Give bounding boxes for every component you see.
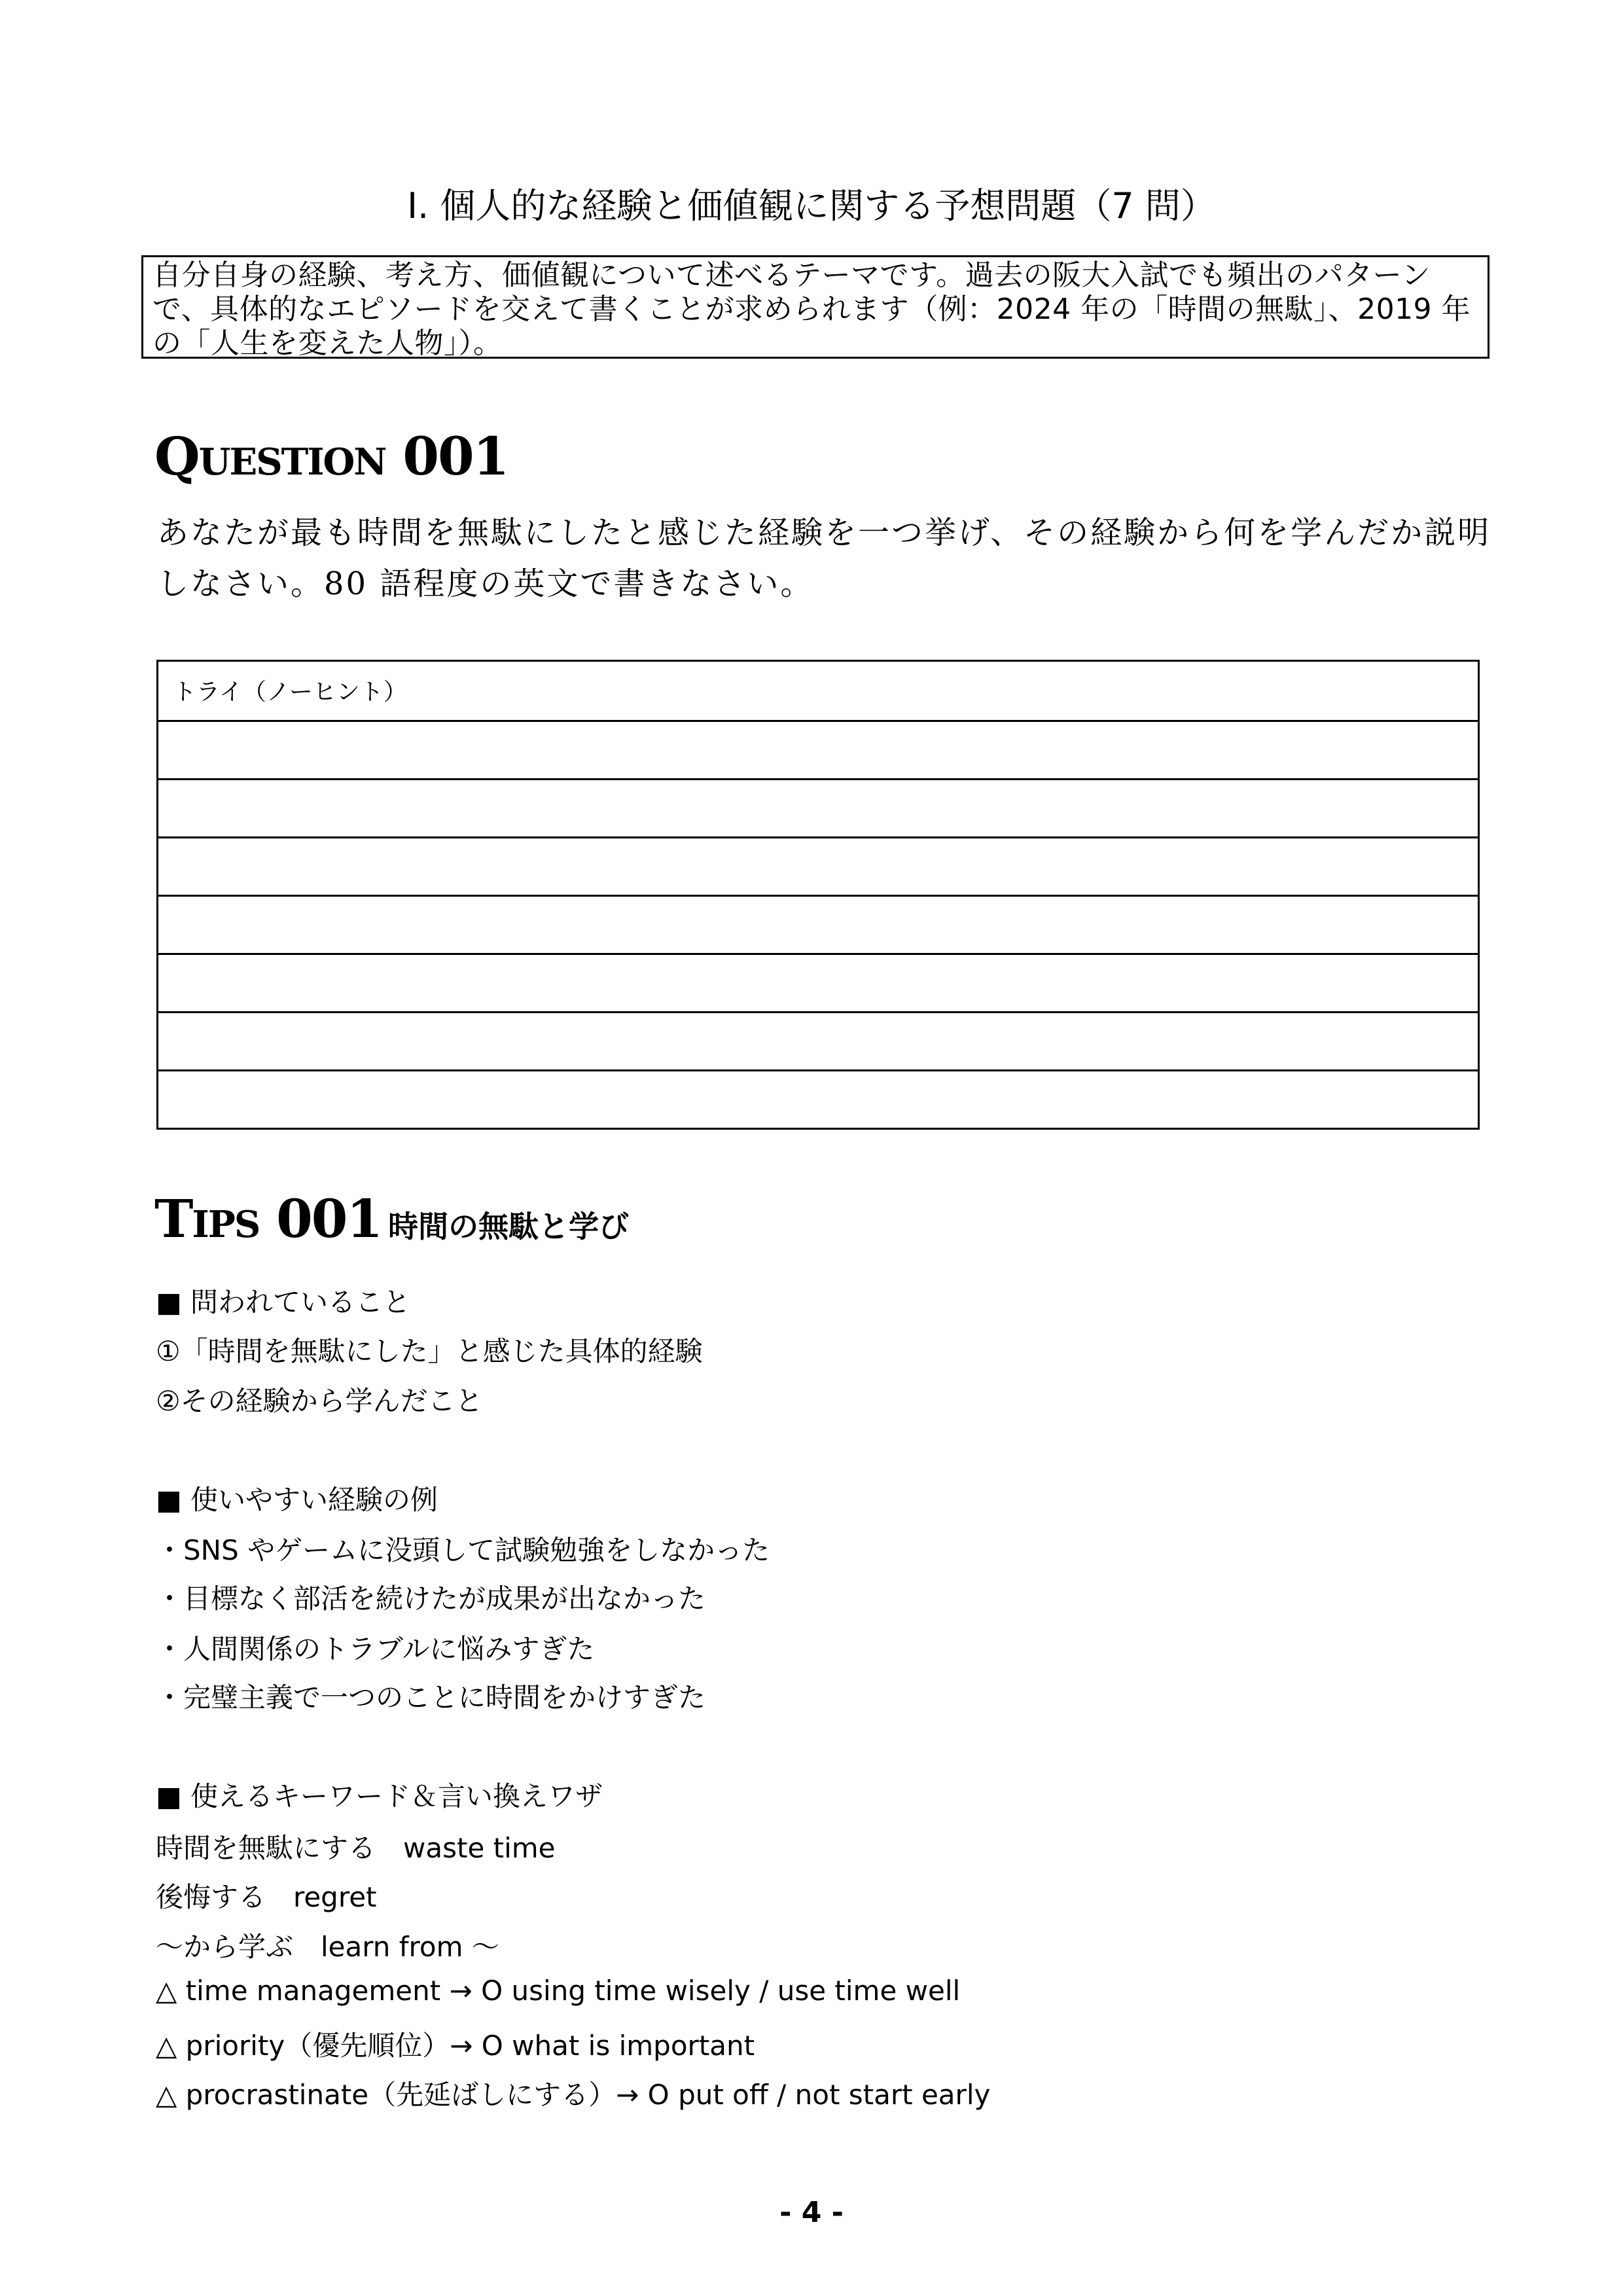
answer-line[interactable] xyxy=(158,953,1478,1011)
tips-line: 時間を無駄にする waste time xyxy=(156,1832,556,1864)
page-number: - 4 - xyxy=(779,2196,844,2229)
answer-line[interactable] xyxy=(158,720,1478,778)
section-title: I. 個人的な経験と価値観に関する予想問題（7 問） xyxy=(407,185,1216,226)
question-heading: Question 001 xyxy=(154,425,508,487)
tips-line: ・SNS やゲームに没頭して試験勉強をしなかった xyxy=(156,1534,770,1566)
tips-line: 後悔する regret xyxy=(156,1881,377,1913)
tips-line: △ priority（優先順位）→ O what is important xyxy=(156,2030,755,2062)
tips-line: △ procrastinate（先延ばしにする）→ O put off / not start early xyxy=(156,2079,991,2111)
tips-line: ②その経験から学んだこと xyxy=(156,1385,483,1417)
tips-line: ■ 問われていること xyxy=(156,1286,411,1318)
tips-heading xyxy=(154,1188,629,1249)
answer-line[interactable] xyxy=(158,836,1478,895)
tips-line: ■ 使えるキーワード＆言い換えワザ xyxy=(156,1780,603,1812)
answer-line[interactable] xyxy=(158,895,1478,953)
answer-box xyxy=(156,660,1480,1130)
answer-line[interactable] xyxy=(158,778,1478,836)
tips-line: ・完璧主義で一つのことに時間をかけすぎた xyxy=(156,1681,706,1713)
answer-line[interactable] xyxy=(158,1011,1478,1069)
tips-line: ■ 使いやすい経験の例 xyxy=(156,1484,438,1516)
answer-box-label: トライ（ノーヒント） xyxy=(173,679,407,706)
tips-line: △ time management → O using time wisely / use time well xyxy=(156,1975,961,2007)
tips-line: ・人間関係のトラブルに悩みすぎた xyxy=(156,1633,595,1665)
tips-heading-label: Tips 001 xyxy=(154,1188,382,1249)
question-text: あなたが最も時間を無駄にしたと感じた経験を一つ挙げ、その経験から何を学んだか説明しなさい。80 語程度の英文で書きなさい。 xyxy=(157,514,1491,602)
tips-subtitle: 時間の無駄と学び xyxy=(388,1209,630,1244)
tips-line: ～から学ぶ learn from ～ xyxy=(156,1931,499,1963)
tips-line: ①「時間を無駄にした」と感じた具体的経験 xyxy=(156,1335,703,1367)
tips-line: ・目標なく部活を続けたが成果が出なかった xyxy=(156,1583,706,1615)
answer-line[interactable] xyxy=(158,1069,1478,1128)
intro-box: 自分自身の経験、考え方、価値観について述べるテーマです。過去の阪大入試でも頻出のパターンで、具体的なエピソードを交えて書くことが求められます（例：2024 年の「時間の無駄」、2019 年の「人生を変えた人物」）。 xyxy=(141,255,1489,359)
